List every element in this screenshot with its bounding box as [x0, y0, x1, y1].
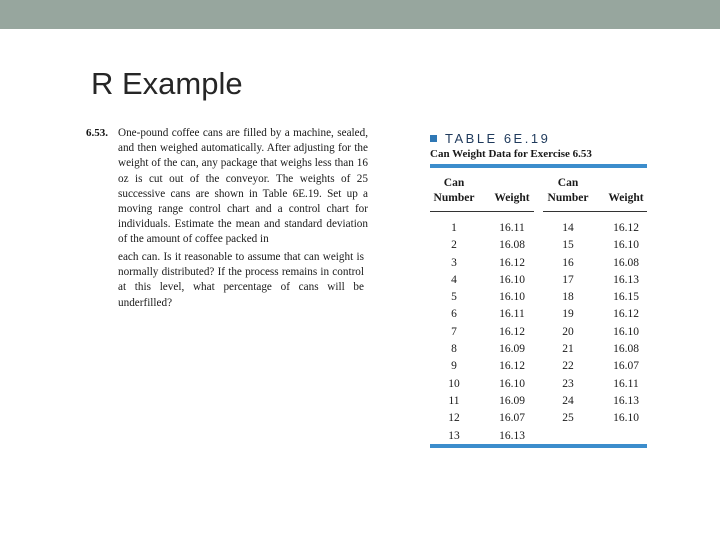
weight-cell: 16.12 — [613, 222, 639, 234]
can-number-cell: 7 — [451, 325, 457, 338]
can-number-cell: 22 — [562, 360, 574, 373]
can-number-column-left — [432, 220, 476, 445]
can-number-cell: 21 — [562, 343, 574, 356]
can-number-cell: 13 — [448, 429, 460, 442]
can-number-cell: 14 — [562, 222, 574, 234]
weight-cell: 16.10 — [499, 377, 525, 390]
table-bullet-icon — [430, 135, 437, 142]
table-caption: Can Weight Data for Exercise 6.53 — [430, 148, 592, 160]
weight-cell: 16.07 — [499, 412, 525, 425]
can-number-cell: 16 — [562, 256, 574, 269]
weight-cell: 16.10 — [613, 239, 639, 252]
weight-cell: 16.11 — [499, 308, 525, 321]
can-number-cell: 12 — [448, 412, 460, 425]
table-top-rule — [430, 164, 647, 168]
can-number-cell: 2 — [451, 239, 457, 252]
header-weight-2: Weight — [608, 192, 644, 204]
can-number-cell: 5 — [451, 291, 457, 304]
weight-cell: 16.13 — [499, 429, 525, 442]
can-number-cell: 24 — [562, 394, 574, 407]
header-weight-1: Weight — [494, 192, 530, 204]
weight-cell: 16.12 — [499, 360, 525, 373]
weight-cell: 16.12 — [499, 325, 525, 338]
weight-cell: 16.10 — [613, 325, 639, 338]
can-number-cell: 17 — [562, 273, 574, 286]
weight-column-left — [492, 220, 532, 445]
can-number-cell: 20 — [562, 325, 574, 338]
weight-cell: 16.07 — [613, 360, 639, 373]
can-number-cell: 3 — [451, 256, 457, 269]
weight-cell: 16.08 — [613, 256, 639, 269]
slide-title: R Example — [91, 66, 243, 101]
weight-cell: 16.10 — [613, 412, 639, 425]
weight-cell: 16.10 — [499, 291, 525, 304]
can-number-cell: 9 — [451, 360, 457, 373]
can-number-cell: 4 — [451, 273, 457, 286]
weight-cell: 16.15 — [613, 291, 639, 304]
can-number-cell: 18 — [562, 291, 574, 304]
can-number-column-right — [548, 220, 588, 428]
table-label — [430, 131, 550, 146]
weight-cell: 16.08 — [613, 343, 639, 356]
can-number-cell: 1 — [451, 222, 457, 234]
can-number-cell: 10 — [448, 377, 460, 390]
exercise-paragraph-2: each can. Is it reasonable to assume that can weight is normally distributed? If the process remains in control at this level, what percentage of cans will be underfilled? — [118, 251, 364, 309]
can-number-cell: 23 — [562, 377, 574, 390]
weight-column-right — [604, 220, 648, 428]
exercise-paragraph-1: One-pound coffee cans are filled by a machine, sealed, and then weighed automatically. After adjusting for the weight of the can, any package that weighs less than 16 oz is cut out of the conveyor. The weights of 25 successive cans are shown in Table 6E.19. Set up a moving range control chart and a control chart for individuals. Estimate the mean and standard deviation of the amount of coffee packed in — [118, 127, 368, 246]
header-rule-right — [543, 211, 647, 212]
weight-cell: 16.12 — [499, 256, 525, 269]
header-can-number-2: Can Number — [547, 177, 589, 204]
table-bottom-rule — [430, 444, 647, 448]
can-number-cell: 15 — [562, 239, 574, 252]
weight-cell: 16.12 — [613, 308, 639, 321]
weight-cell: 16.10 — [499, 273, 525, 286]
can-number-cell: 6 — [451, 308, 457, 321]
weight-cell: 16.11 — [613, 377, 639, 390]
can-number-cell: 19 — [562, 308, 574, 321]
header-can-number-1: Can Number — [433, 177, 475, 204]
weight-cell: 16.09 — [499, 394, 525, 407]
weight-cell: 16.13 — [613, 394, 639, 407]
table-label-text: TABLE 6E.19 — [445, 131, 551, 146]
header-rule-left — [430, 211, 534, 212]
can-number-cell: 25 — [562, 412, 574, 425]
can-number-cell: 8 — [451, 343, 457, 356]
weight-cell: 16.13 — [613, 273, 639, 286]
can-number-cell: 11 — [448, 394, 460, 407]
slide-top-bar — [0, 0, 720, 29]
weight-cell: 16.11 — [499, 222, 525, 234]
weight-cell: 16.09 — [499, 343, 525, 356]
exercise-number: 6.53. — [86, 127, 108, 139]
weight-cell: 16.08 — [499, 239, 525, 252]
